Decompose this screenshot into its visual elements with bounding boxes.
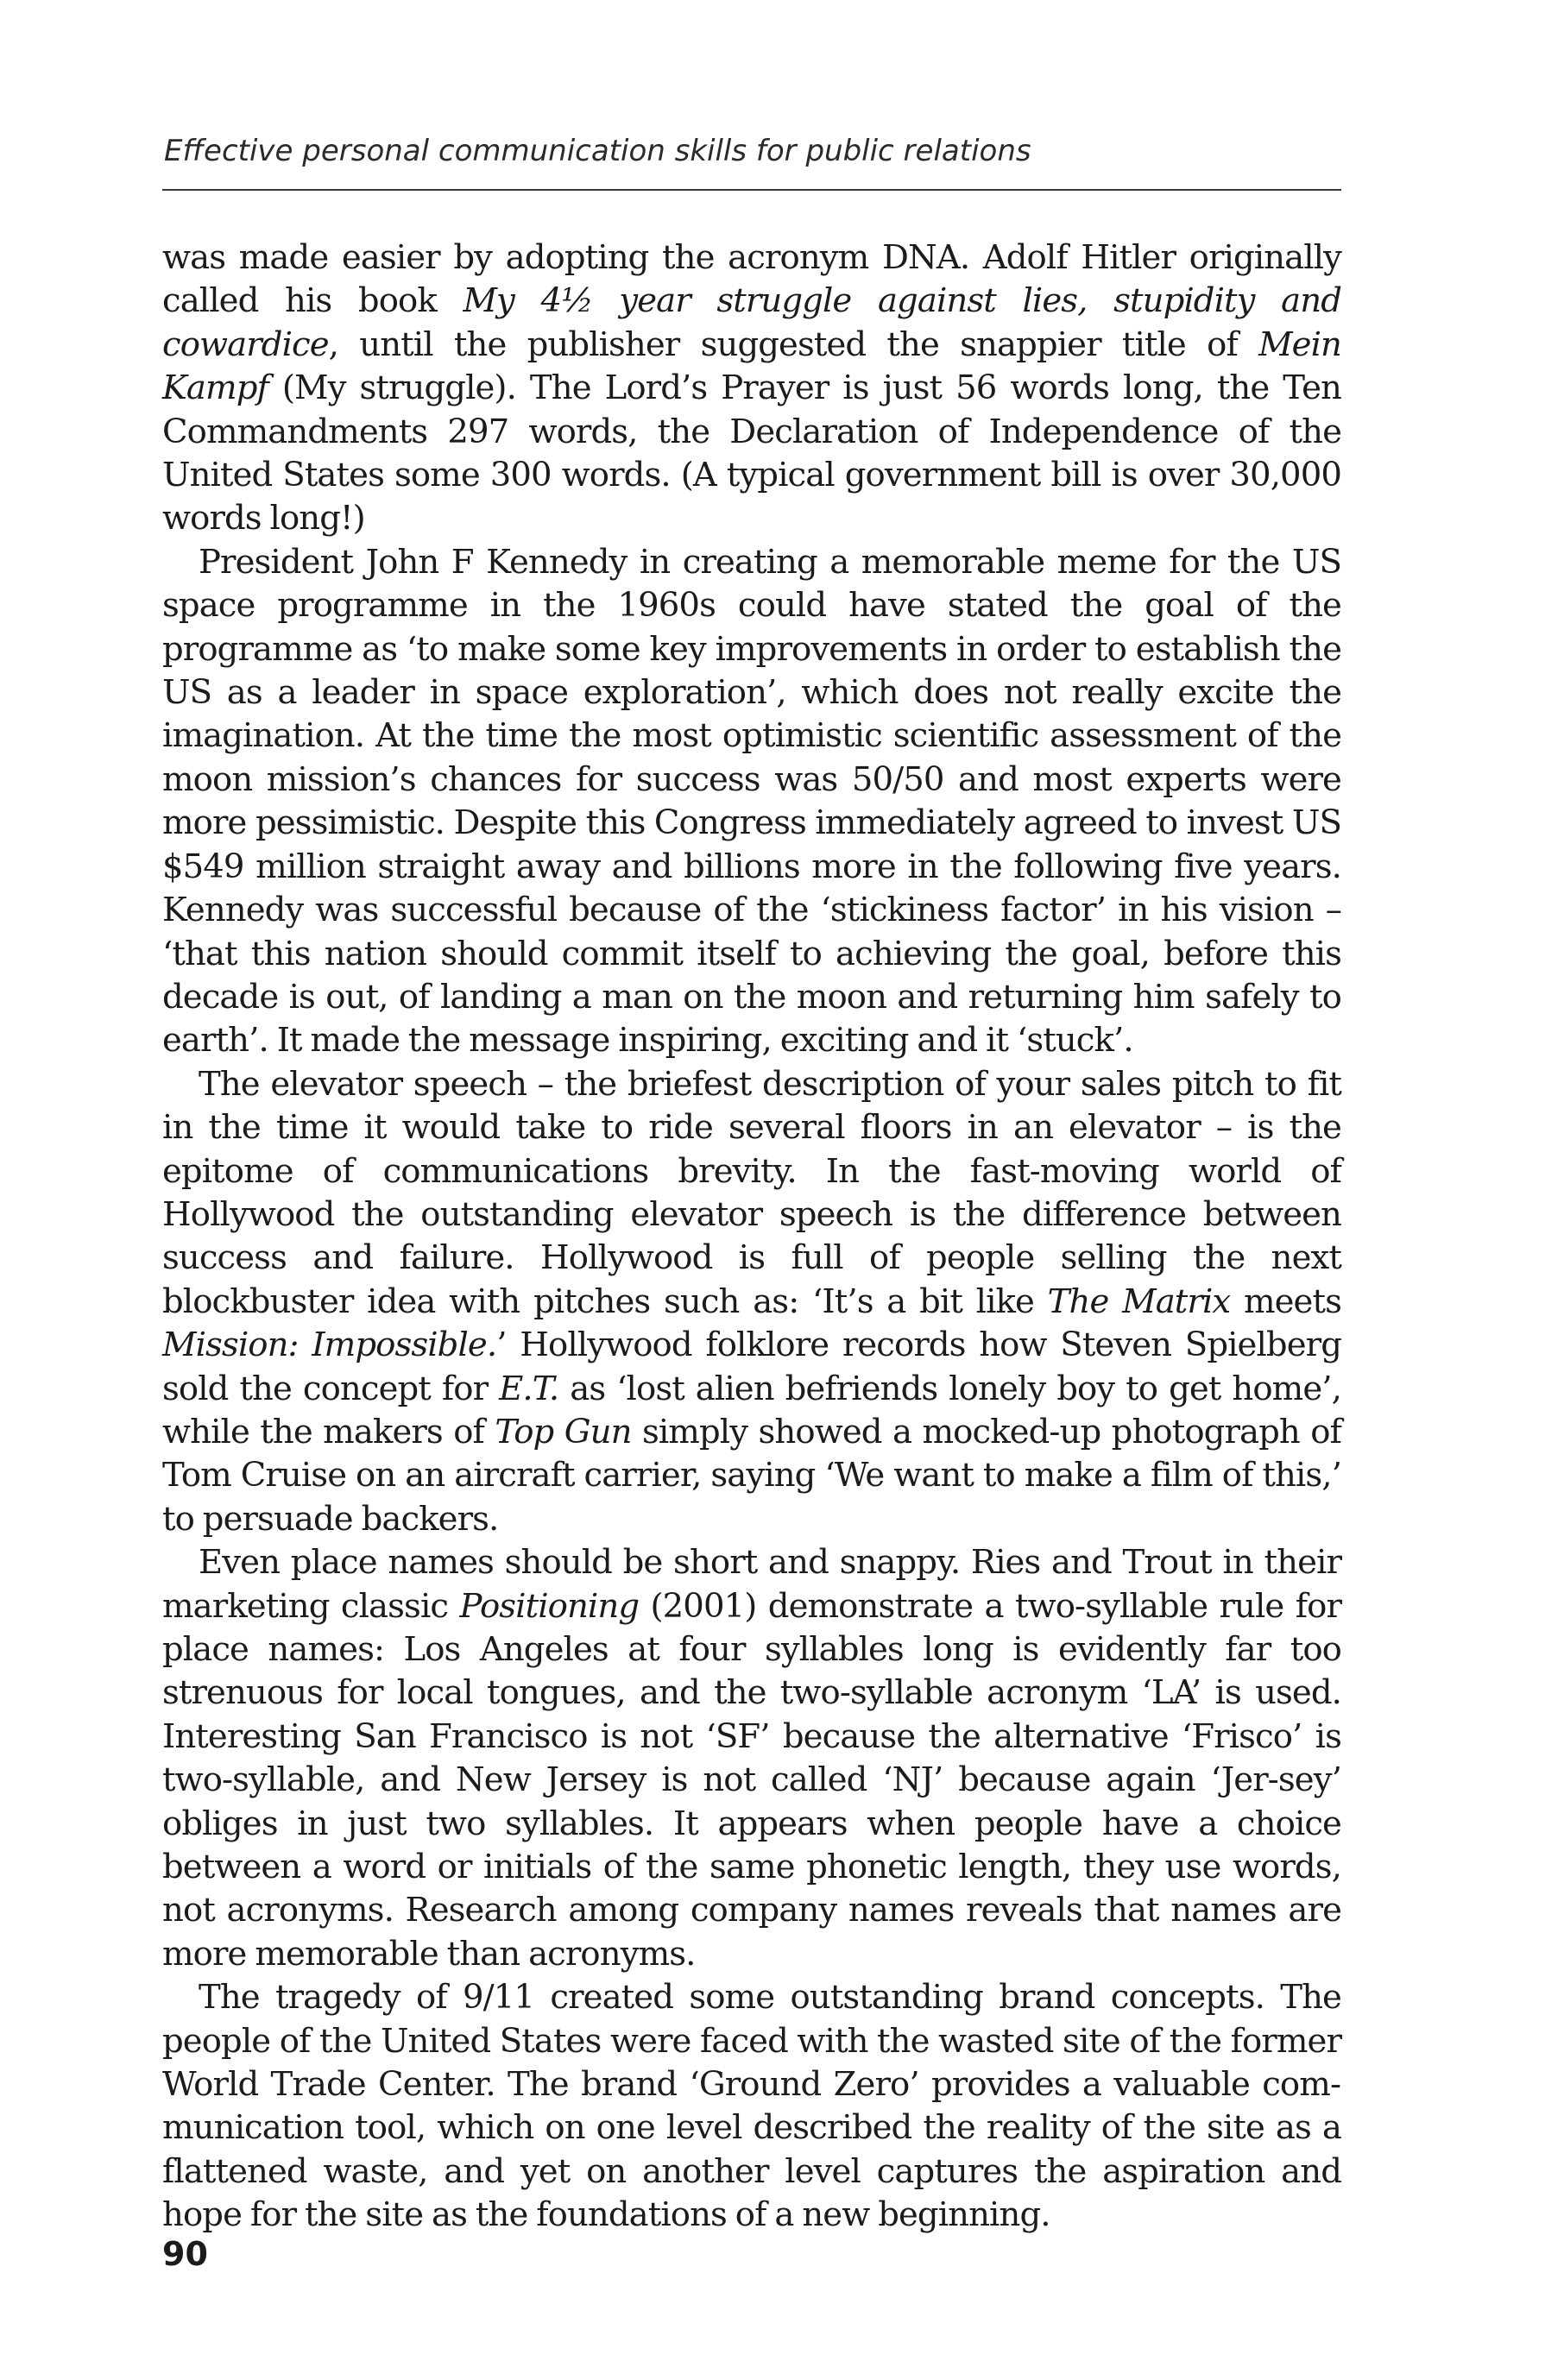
text-run: was made easier by adopting the acronym DNA. Adolf Hitler originally called his book — [162, 238, 1341, 321]
italic-title: My 4½ year struggle against lies, stupidity and cowardice — [162, 281, 1341, 364]
italic-title: Positioning — [459, 1586, 640, 1626]
text-run: The tragedy of 9/11 created some outstanding brand concepts. The people of the United States were faced with the wasted site of the former World Trade Center. The brand ‘Ground Zero’ provides a valuable communication tool, which on one level described the reality of the site as a flattened waste, and yet on another level captures the aspiration and hope for the site as the foundations of a new beginning. — [162, 1978, 1341, 2235]
italic-title: Mission: Impossible. — [162, 1325, 497, 1365]
text-run: (2001) demonstrate a two-syllable rule for place names: Los Angeles at four syllables long is evidently far too strenuous for local tongues, and the two-syllable acronym ‘LA’ is used. Interesting San Francisco is not ‘SF’ because the alternative ‘Frisco’ is two-syllable, and New Jersey is not called ‘NJ’ because again ‘Jer-sey’ obliges in just two syllables. It appears when people have a choice between a word or initials of the same phonetic length, they use words, not acronyms. Research among company names reveals that names are more memorable than acronyms. — [162, 1586, 1341, 1974]
text-run: meets — [1230, 1281, 1341, 1321]
text-run: as ‘lost alien befriends lonely boy to get home’, while the makers of — [162, 1369, 1341, 1451]
text-run: simply showed a mocked-up photograph of Tom Cruise on an aircraft carrier, saying ‘We want to make a film of this,’ to persuade backers. — [162, 1412, 1341, 1539]
text-run: The elevator speech – the briefest description of your sales pitch to fit in the time it would take to ride several floors in an elevator – is the epitome of communications brevity. In the fast-moving world of Hollywood the outstanding elevator speech is the difference between success and failure. Hollywood is full of people selling the next blockbuster idea with pitches such as: ‘It’s a bit like — [162, 1064, 1341, 1321]
italic-title: Top Gun — [495, 1412, 632, 1451]
body-text — [162, 236, 1341, 2238]
text-run: President John F Kennedy in creating a memorable meme for the US space programme in the 1960s could have stated the goal of the programme as ‘to make some key improvements in order to establish the US as a leader in space exploration’, which does not really excite the imagination. At the time the most optimistic scientific assessment of the moon mission’s chances for success was 50/50 and most experts were more pessimistic. Despite this Congress immediately agreed to invest US $549 million straight away and billions more in the following five years. Kennedy was successful because of the ‘stickiness factor’ in his vision – ‘that this nation should commit itself to achieving the goal, before this decade is out, of landing a man on the moon and returning him safely to earth’. It made the message inspiring, exciting and it ‘stuck’. — [162, 542, 1341, 1061]
header-rule — [162, 189, 1341, 191]
running-head: Effective personal communication skills for public relations — [164, 134, 1031, 168]
text-run: (My struggle). The Lord’s Prayer is just 56 words long, the Ten Commandments 297 words, the Declaration of Independence of the United States some 300 words. (A typical government bill is over 30,000 words long!) — [162, 368, 1341, 538]
paragraph — [162, 1976, 1341, 2237]
text-run: Even place names should be short and snappy. Ries and Trout in their marketing classic — [162, 1543, 1341, 1626]
italic-title: E.T. — [499, 1369, 559, 1408]
italic-title: The Matrix — [1047, 1281, 1231, 1321]
paragraph — [162, 236, 1341, 541]
page-number: 90 — [162, 2235, 208, 2273]
paragraph — [162, 541, 1341, 1063]
text-run: , until the publisher suggested the snappier title of — [328, 324, 1259, 364]
italic-title: Mein Kampf — [162, 324, 1341, 408]
paragraph — [162, 1541, 1341, 1976]
paragraph — [162, 1063, 1341, 1541]
text-run: ’ Hollywood folklore records how Steven Spielberg sold the concept for — [162, 1325, 1341, 1408]
